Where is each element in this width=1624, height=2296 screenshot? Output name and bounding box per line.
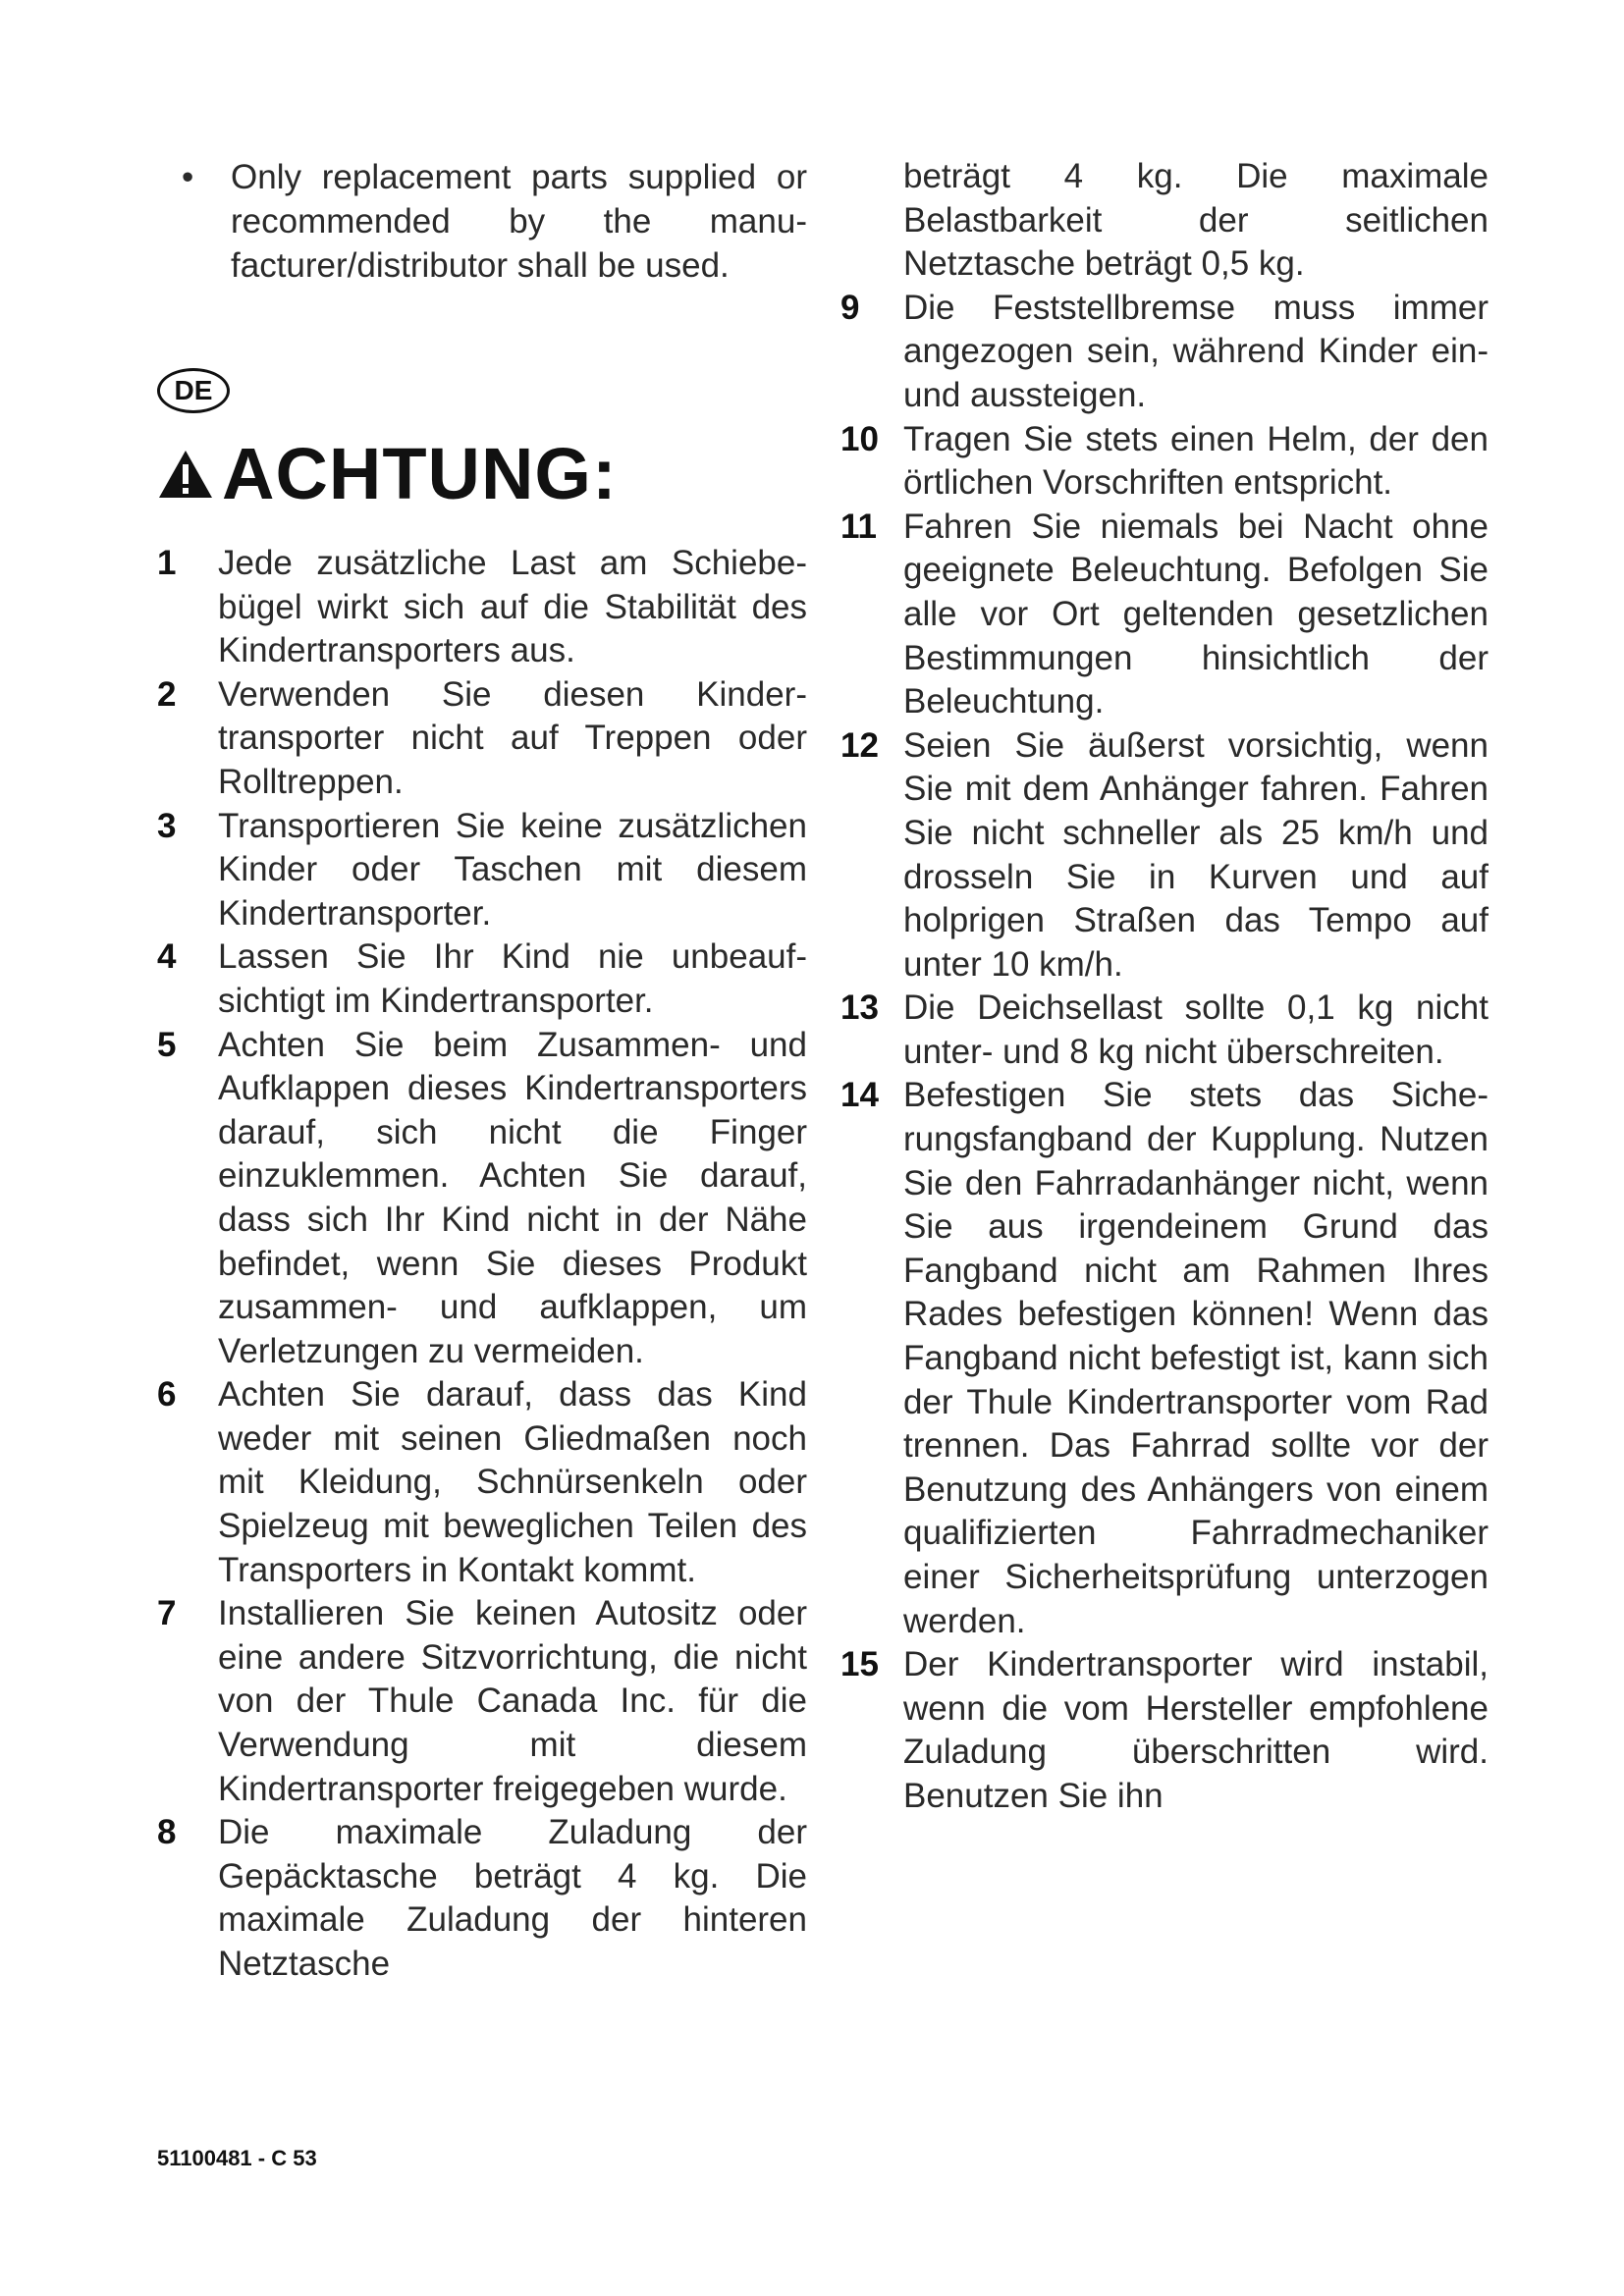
heading-text: ACHTUNG: bbox=[222, 433, 618, 514]
warning-item bbox=[840, 987, 1489, 1074]
warning-item bbox=[840, 1643, 1489, 1818]
item-text: Fahren Sie niemals bei Nacht ohne geeignete Beleuchtung. Befolgen Sie alle vor Ort geltenden gesetzlichen Bestimmungen hinsichtlich der Beleuchtung. bbox=[903, 507, 1489, 721]
warning-item bbox=[840, 506, 1489, 724]
item-number: 8 bbox=[157, 1813, 177, 1852]
item-number: 13 bbox=[840, 988, 879, 1028]
warning-item bbox=[157, 542, 807, 673]
item-text: Achten Sie darauf, dass das Kind weder mit seinen Gliedmaßen noch mit Kleidung, Schnürsenkeln oder Spielzeug mit beweglichen Teilen des Transporters in Kontakt kommt. bbox=[218, 1375, 807, 1589]
item-number: 3 bbox=[157, 806, 177, 845]
item-text: Achten Sie beim Zusammen- und Aufklappen dieses Kindertransporters darauf, sich nicht die Finger einzuklemmen. Achten Sie darauf, dass sich Ihr Kind nicht in der Nähe befindet, wenn Sie dieses Produkt zusammen- und aufklappen, um Verletzungen zu vermeiden. bbox=[218, 1025, 807, 1370]
warning-item bbox=[157, 1373, 807, 1592]
warning-item bbox=[840, 1074, 1489, 1643]
item-text: Der Kindertransporter wird instabil, wenn die vom Hersteller empfohlene Zuladung überschritten wird. Benutzen Sie ihn bbox=[903, 1645, 1489, 1815]
item-number: 12 bbox=[840, 725, 879, 765]
bullet-dot: • bbox=[182, 158, 194, 196]
item-number: 10 bbox=[840, 419, 879, 458]
item-text: Seien Sie äußerst vorsichtig, wenn Sie mit dem Anhänger fahren. Fahren Sie nicht schneller als 25 km/h und drosseln Sie in Kurven und auf holprigen Straßen das Tempo auf unter 10 km/h. bbox=[903, 725, 1489, 984]
item-text: beträgt 4 kg. Die maximale Belastbarkeit der seitlichen Netztasche beträgt 0,5 kg. bbox=[903, 157, 1489, 284]
item-text: Verwenden Sie diesen Kindertransporter nicht auf Treppen oder Rolltreppen. bbox=[218, 674, 807, 801]
intro-bullet bbox=[172, 155, 807, 288]
warning-item bbox=[840, 418, 1489, 506]
items-left-column bbox=[157, 542, 807, 1987]
item-text: Transportieren Sie keine zusätzlichen Kinder oder Taschen mit diesem Kindertransporter. bbox=[218, 806, 807, 933]
item-text: Lassen Sie Ihr Kind nie unbeaufsichtigt im Kindertransporter. bbox=[218, 937, 807, 1020]
item-number: 14 bbox=[840, 1076, 879, 1115]
item-number: 4 bbox=[157, 937, 177, 977]
item-number: 2 bbox=[157, 674, 177, 714]
item-number: 9 bbox=[840, 288, 860, 327]
item-text: Befestigen Sie stets das Sicherungsfangband der Kupplung. Nutzen Sie den Fahrradanhänger nicht, wenn Sie aus irgendeinem Grund das Fangband nicht am Rahmen Ihres Rades befestigen können! Wenn das Fangband nicht befestigt ist, kann sich der Thule Kindertransporter vom Rad trennen. Das Fahrrad sollte vor der Benutzung des Anhängers von einem qualifizierten Fahrradmechaniker einer Sicherheitsprüfung unterzogen werden. bbox=[903, 1076, 1489, 1640]
item-text: Jede zusätzliche Last am Schiebebügel wirkt sich auf die Stabilität des Kindertransporters aus. bbox=[218, 544, 807, 670]
item-text: Installieren Sie keinen Autositz oder eine andere Sitzvorrichtung, die nicht von der Thule Canada Inc. für die Verwendung mit diesem Kindertransporter freigegeben wurde. bbox=[218, 1594, 807, 1808]
warning-item-continued bbox=[840, 155, 1489, 287]
item-number: 7 bbox=[157, 1594, 177, 1633]
language-badge: DE bbox=[157, 368, 230, 413]
item-number: 1 bbox=[157, 544, 177, 582]
item-text: Tragen Sie stets einen Helm, der den örtlichen Vorschriften entspricht. bbox=[903, 419, 1489, 503]
intro-section bbox=[157, 155, 807, 288]
item-number: 5 bbox=[157, 1025, 177, 1064]
warning-item bbox=[157, 1592, 807, 1811]
item-number: 15 bbox=[840, 1645, 879, 1684]
warning-item bbox=[840, 724, 1489, 988]
warning-item bbox=[157, 673, 807, 805]
page-footer: 51100481 - C 53 bbox=[157, 2146, 317, 2170]
warning-heading bbox=[157, 432, 618, 515]
item-text: Die maximale Zuladung der Gepäcktasche beträgt 4 kg. Die maximale Zuladung der hinteren Netztasche bbox=[218, 1813, 807, 1983]
intro-bullet-text: Only replacement parts supplied or recommended by the manufacturer/distributor shall be used. bbox=[231, 158, 807, 285]
warning-item bbox=[157, 935, 807, 1023]
items-right-column bbox=[840, 155, 1489, 1819]
item-number: 11 bbox=[840, 507, 877, 546]
item-number: 6 bbox=[157, 1375, 177, 1415]
item-text: Die Feststellbremse muss immer angezogen sein, während Kinder ein- und aussteigen. bbox=[903, 288, 1489, 414]
warning-item bbox=[157, 805, 807, 936]
item-text: Die Deichsellast sollte 0,1 kg nicht unter- und 8 kg nicht überschreiten. bbox=[903, 988, 1489, 1071]
warning-item bbox=[157, 1024, 807, 1374]
warning-item bbox=[840, 287, 1489, 418]
warning-triangle-icon bbox=[157, 449, 214, 500]
warning-item bbox=[157, 1811, 807, 1986]
